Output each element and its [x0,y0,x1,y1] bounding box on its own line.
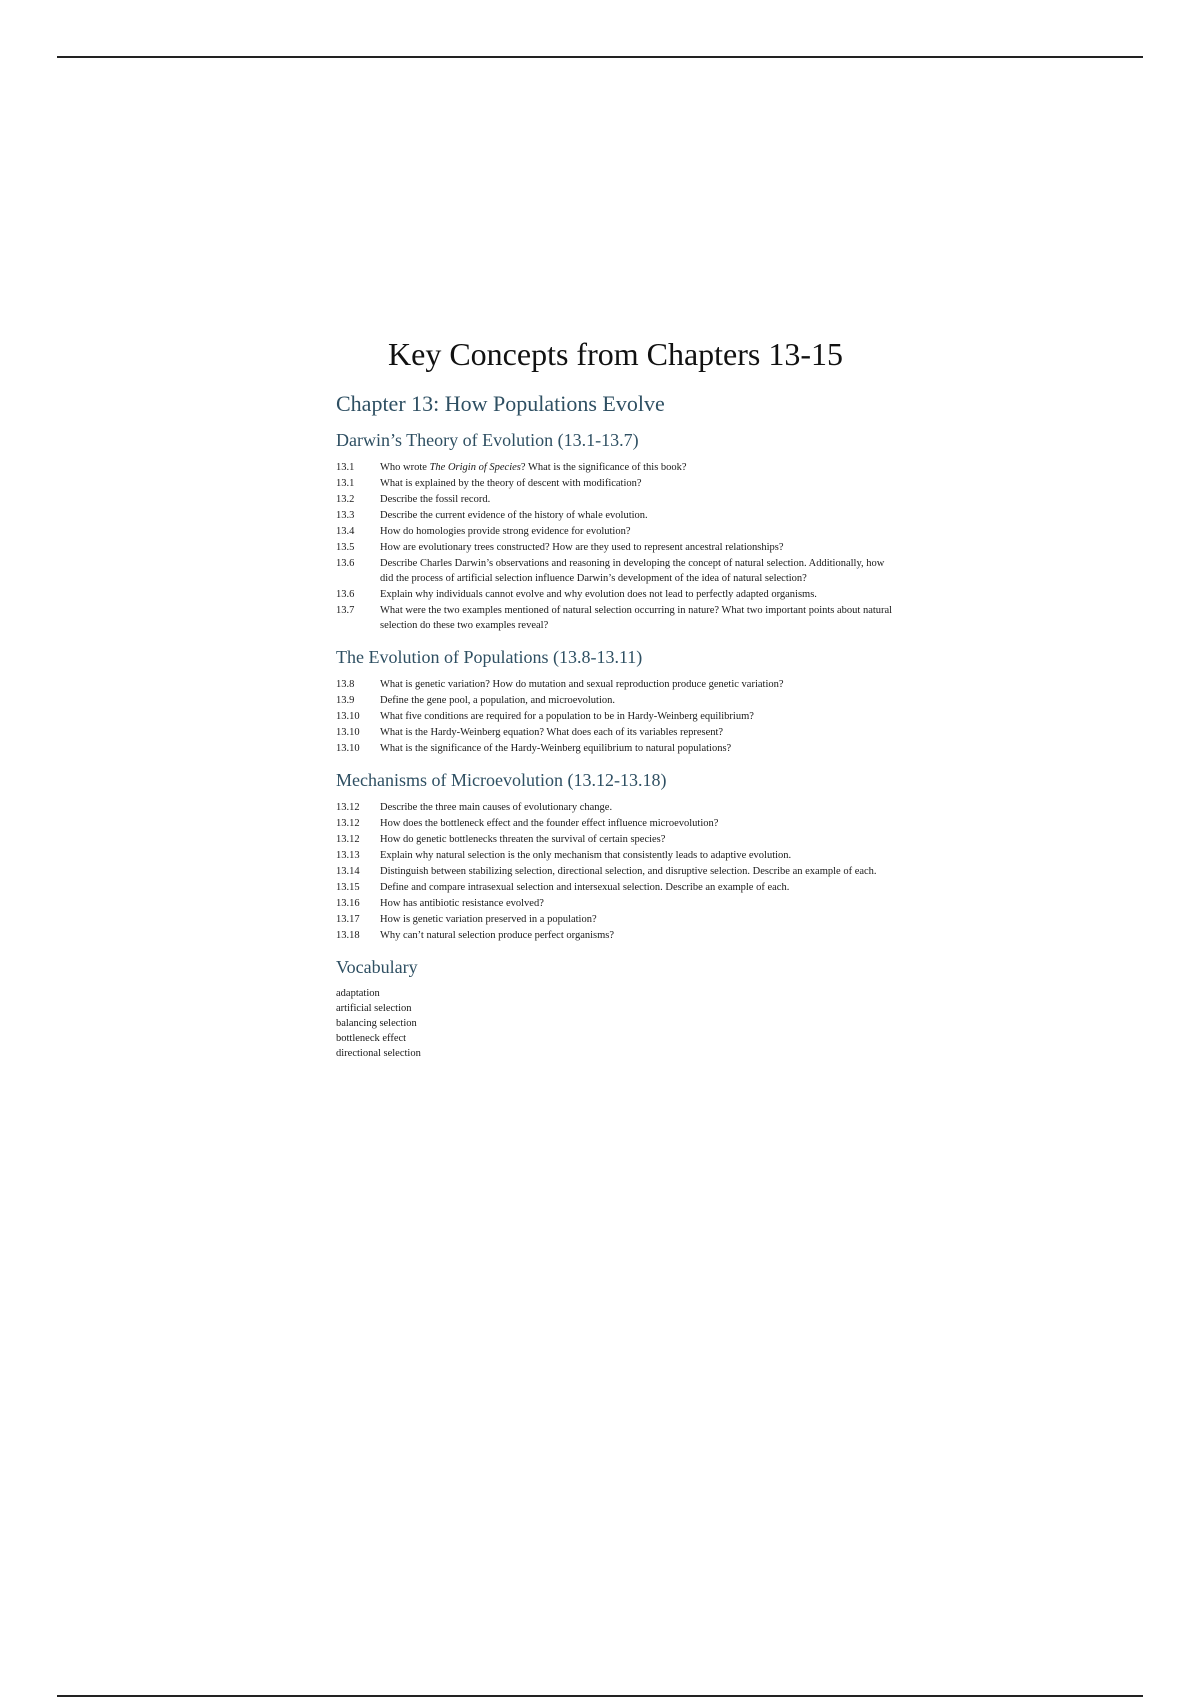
question-item [336,864,896,879]
question-text: Define the gene pool, a population, and microevolution. [380,694,616,706]
question-number: 13.1 [336,461,355,473]
document-page [336,338,896,1061]
question-number: 13.10 [336,726,360,738]
question-item [336,460,896,475]
question-text: Who wrote The Origin of Species? What is the significance of this book? [380,461,687,473]
question-item [336,816,896,831]
question-text: What five conditions are required for a population to be in Hardy-Weinberg equilibrium? [380,710,754,722]
question-list [336,677,896,756]
question-number: 13.12 [336,817,360,829]
question-list [336,800,896,943]
question-text: Explain why natural selection is the only mechanism that consistently leads to adaptive evolution. [380,849,792,861]
question-number: 13.1 [336,477,355,489]
question-item [336,725,896,740]
question-text: How is genetic variation preserved in a population? [380,913,597,925]
question-item [336,540,896,555]
question-number: 13.6 [336,557,355,569]
question-item [336,677,896,692]
section-title: Darwin’s Theory of Evolution (13.1-13.7) [336,430,639,451]
vocabulary-term: artificial selection [336,1003,412,1015]
question-list [336,460,896,633]
question-number: 13.7 [336,604,355,616]
question-text: What is the significance of the Hardy-Weinberg equilibrium to natural populations? [380,742,732,754]
chapter-title: Chapter 13: How Populations Evolve [336,391,665,416]
question-number: 13.9 [336,694,355,706]
question-text: How do genetic bottlenecks threaten the survival of certain species? [380,833,666,845]
vocabulary-term: directional selection [336,1048,421,1060]
question-number: 13.10 [336,742,360,754]
question-number: 13.4 [336,525,355,537]
question-number: 13.12 [336,801,360,813]
question-number: 13.5 [336,541,355,553]
question-item [336,492,896,507]
question-text: What were the two examples mentioned of natural selection occurring in nature? What two important points about natural selection do these two examples reveal? [380,604,893,631]
question-item [336,693,896,708]
question-text: How does the bottleneck effect and the founder effect influence microevolution? [380,817,719,829]
question-item [336,508,896,523]
question-item [336,587,896,602]
top-rule [57,56,1143,58]
question-text: Explain why individuals cannot evolve and why evolution does not lead to perfectly adapted organisms. [380,588,817,600]
question-item [336,556,896,586]
vocabulary-term: balancing selection [336,1018,417,1030]
question-text: Describe Charles Darwin’s observations and reasoning in developing the concept of natural selection. Additionally, how did the process of artificial selection influence Darwin’s development of the idea of natural selection? [380,557,885,584]
vocabulary-list [336,986,896,1061]
section-title: The Evolution of Populations (13.8-13.11) [336,646,643,667]
question-text: Describe the current evidence of the history of whale evolution. [380,509,648,521]
document-title: Key Concepts from Chapters 13-15 [388,336,844,372]
question-number: 13.18 [336,929,360,941]
bottom-rule [57,1695,1143,1697]
question-item [336,741,896,756]
question-text: Describe the three main causes of evolutionary change. [380,801,613,813]
question-number: 13.16 [336,897,360,909]
question-text: What is explained by the theory of descent with modification? [380,477,642,489]
question-number: 13.15 [336,881,360,893]
question-number: 13.13 [336,849,360,861]
question-item [336,709,896,724]
question-text: Describe the fossil record. [380,493,491,505]
question-text: How do homologies provide strong evidence for evolution? [380,525,631,537]
question-text: How are evolutionary trees constructed? How are they used to represent ancestral relationships? [380,541,784,553]
question-number: 13.17 [336,913,360,925]
question-item [336,848,896,863]
question-item [336,896,896,911]
question-text: Why can’t natural selection produce perfect organisms? [380,929,615,941]
question-text: What is the Hardy-Weinberg equation? What does each of its variables represent? [380,726,724,738]
vocabulary-title: Vocabulary [336,956,418,977]
question-text: How has antibiotic resistance evolved? [380,897,544,909]
question-text: Define and compare intrasexual selection and intersexual selection. Describe an example of each. [380,881,790,893]
question-text: What is genetic variation? How do mutation and sexual reproduction produce genetic variation? [380,678,784,690]
section-title: Mechanisms of Microevolution (13.12-13.18) [336,769,667,790]
question-number: 13.6 [336,588,355,600]
vocabulary-term: bottleneck effect [336,1033,407,1045]
question-item [336,912,896,927]
question-number: 13.10 [336,710,360,722]
question-number: 13.2 [336,493,355,505]
question-item [336,928,896,943]
question-item [336,832,896,847]
question-number: 13.3 [336,509,355,521]
question-text: Distinguish between stabilizing selection, directional selection, and disruptive selection. Describe an example of each. [380,865,877,877]
question-number: 13.14 [336,865,360,877]
question-item [336,476,896,491]
question-item [336,603,896,633]
question-item [336,880,896,895]
vocabulary-term: adaptation [336,988,380,1000]
question-number: 13.8 [336,678,355,690]
question-number: 13.12 [336,833,360,845]
question-item [336,524,896,539]
question-item [336,800,896,815]
book-title: The Origin of Species [429,461,521,473]
